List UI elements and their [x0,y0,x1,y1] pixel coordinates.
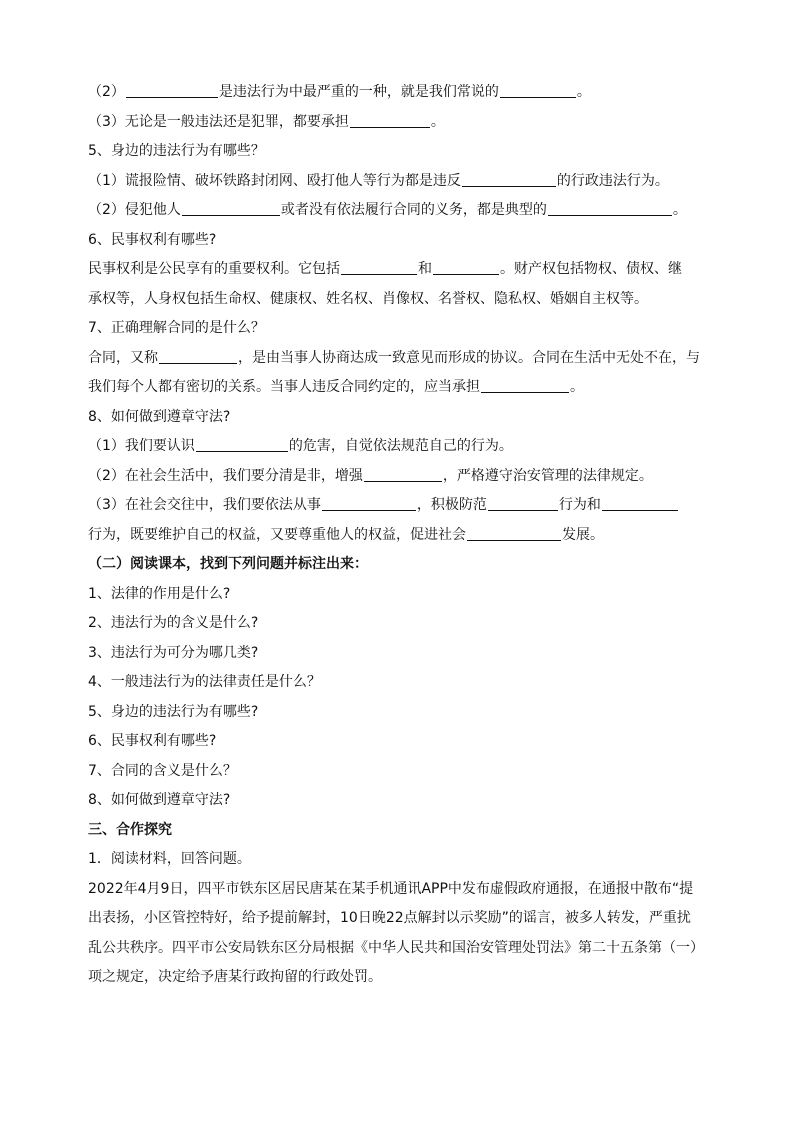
fill-in-blank[interactable] [548,201,672,216]
text-line [88,403,708,433]
text-segment: 民事权利是公民享有的重要权利。它包括 [88,261,340,277]
text-segment: （2）侵犯他人 [88,202,181,218]
text-segment: 乱公共秩序。四平市公安局铁东区分局根据《中华人民共和国治安管理处罚法》第二十五条第（一） [88,939,704,956]
text-segment: ，是由当事人协商达成一致意见而形成的协议。合同在生活中无处不在，与 [238,349,700,366]
text-line [88,786,708,816]
text-line [88,757,708,787]
text-segment: 8、如何做到遵章守法? [88,408,231,425]
text-line [88,963,708,993]
text-segment: 行为，既要维护自己的权益，又要尊重他人的权益，促进社会 [88,526,466,543]
text-segment: 我们每个人都有密切的关系。当事人违反合同约定的，应当承担 [88,379,480,395]
text-line [88,816,708,846]
fill-in-blank[interactable] [126,83,218,98]
text-segment: 。 [430,113,445,130]
text-line [88,609,708,639]
text-segment: （1）我们要认识 [88,438,195,454]
text-line [88,698,708,728]
text-segment: 8、如何做到遵章守法? [88,792,231,808]
text-segment: 4、一般违法行为的法律责任是什么？ [88,674,321,690]
text-segment: （3）无论是一般违法还是犯罪，都要承担 [88,113,349,130]
text-segment: ，积极防范 [416,497,487,513]
fill-in-blank[interactable] [488,496,558,511]
fill-in-blank[interactable] [322,496,416,511]
text-line [88,78,708,108]
text-line [88,875,708,905]
text-segment: 7、合同的含义是什么？ [88,762,237,779]
fill-in-blank[interactable] [364,467,442,482]
fill-in-blank[interactable] [341,260,417,275]
text-line [88,521,708,551]
text-line [88,491,708,521]
text-segment: 。 [570,379,584,395]
fill-in-blank[interactable] [433,260,499,275]
text-segment: 项之规定，决定给予唐某行政拘留的行政处罚。 [88,969,382,985]
text-segment: 7、正确理解合同的是什么？ [88,320,265,336]
text-line [88,550,708,580]
fill-in-blank[interactable] [500,83,576,98]
text-line [88,580,708,610]
text-line [88,137,708,167]
text-line [88,462,708,492]
text-segment: 6、民事权利有哪些? [88,231,217,248]
fill-in-blank[interactable] [350,113,430,128]
text-segment: 1、法律的作用是什么? [88,585,231,602]
text-segment: 合同，又称 [88,349,158,366]
text-line [88,344,708,374]
text-segment: 2022年4月9日，四平市铁东区居民唐某在某手机通讯APP中发布虚假政府通报，在通报中散布“提 [88,880,694,897]
text-segment: 行为和 [558,497,601,513]
text-line [88,285,708,315]
text-line [88,668,708,698]
fill-in-blank[interactable] [467,526,561,541]
text-line [88,934,708,964]
text-segment: 5、身边的违法行为有哪些? [88,703,259,720]
fill-in-blank[interactable] [159,349,237,364]
text-segment: （2）在社会生活中，我们要分清是非，增强 [88,467,363,484]
text-line [88,108,708,138]
text-segment: （二）阅读课本，找到下列问题并标注出来： [88,556,368,572]
fill-in-blank[interactable] [602,496,678,511]
text-segment: 发展。 [562,526,604,543]
text-segment: 6、民事权利有哪些? [88,733,217,749]
text-segment: 三、合作探究 [88,821,172,838]
text-segment: 。 [576,84,591,100]
text-line [88,727,708,757]
text-segment: 5、身边的违法行为有哪些？ [88,143,265,159]
text-segment: 和 [418,261,432,277]
fill-in-blank[interactable] [481,378,569,393]
text-segment: ，严格遵守治安管理的法律规定。 [442,467,653,484]
text-line [88,639,708,669]
text-line [88,226,708,256]
text-segment: 3、违法行为可分为哪几类? [88,644,259,661]
fill-in-blank[interactable] [182,201,280,216]
text-line [88,904,708,934]
text-segment: 2、违法行为的含义是什么? [88,615,259,631]
text-line [88,255,708,285]
text-segment: 。财产权包括物权、债权、继 [500,261,682,277]
text-line [88,432,708,462]
fill-in-blank[interactable] [462,172,556,187]
text-segment: 是违法行为中最严重的一种，就是我们常说的 [218,84,499,100]
text-line [88,314,708,344]
text-segment: （1）谎报险情、破坏铁路封闭网、殴打他人等行为都是违反 [88,172,461,189]
document-page [88,78,708,993]
text-segment: 出表扬，小区管控特好，给予提前解封，10日晚22点解封以示奖励”的谣言，被多人转发，严重扰 [88,910,691,926]
text-segment: 的危害，自觉依法规范自己的行为。 [288,438,513,454]
text-segment: 承权等，人身权包括生命权、健康权、姓名权、肖像权、名誉权、隐私权、婚姻自主权等。 [88,290,648,307]
fill-in-blank[interactable] [196,437,288,452]
text-line [88,845,708,875]
text-segment: （2） [88,84,125,100]
text-segment: 的行政违法行为。 [556,172,669,189]
text-line [88,167,708,197]
text-segment: （3）在社会交往中，我们要依法从事 [88,497,321,513]
text-segment: 1．阅读材料，回答问题。 [88,851,251,867]
text-line [88,373,708,403]
text-line [88,196,708,226]
text-segment: 。 [672,202,687,218]
text-segment: 或者没有依法履行合同的义务，都是典型的 [280,202,547,218]
